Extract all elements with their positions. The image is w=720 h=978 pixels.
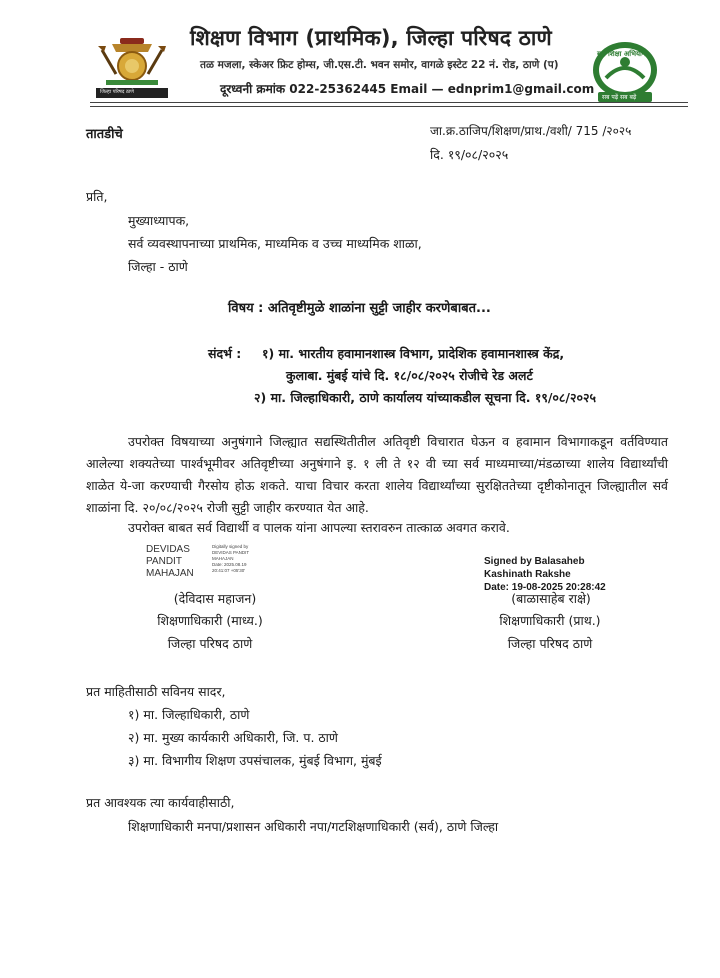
copy-action-heading: प्रत आवश्यक त्या कार्यवाहीसाठी, <box>86 795 235 810</box>
right-digital-signature: Signed by Balasaheb Kashinath Rakshe Date: 19-08-2025 20:28:42 <box>484 556 606 593</box>
copy-info-item-1: १) मा. जिल्हाधिकारी, ठाणे <box>128 707 250 722</box>
logo-text: सर्व शिक्षा अभियान <box>597 50 646 58</box>
reference-number: जा.क्र.ठाजिप/शिक्षण/प्राथ./वशी/ 715 /२०२५ <box>430 124 632 138</box>
left-signatory-designation: शिक्षणाधिकारी (माध्य.) <box>157 613 263 628</box>
reference-item-2: २) मा. जिल्हाधिकारी, ठाणे कार्यालय यांच्याकडील सूचना दि. १९/०८/२०२५ <box>254 390 596 405</box>
left-signatory-office: जिल्हा परिषद ठाणे <box>167 636 253 651</box>
emblem-caption: जिल्हा परिषद ठाणे <box>100 89 134 95</box>
body-paragraph-1-text: उपरोक्त विषयाच्या अनुषंगाने जिल्ह्यात सद्यस्थितीतील अतिवृष्टी विचारात घेऊन व हवामान विभागाकडून वर्तविण्यात आलेल्या शक्यतेच्या पार्श्वभूमीवर अतिवृष्टीच्या अनुषंगाने इ. १ ली ते १२ वी च्या सर्व माध्यमाच्या/मंडळाच्या शालेय विद्यार्थ्यांची शाळेत ये-जा करण्याची गैरसोय होऊ शकते. याचा विचार करता शालेय विद्यार्थ्यांच्या सुरक्षिततेच्या दृष्टीकोनातून जिल्ह्यातील सर्व शाळांना दि. २०/०८/२०२५ रोजी सुट्टी जाहीर करण्यात येत आहे. <box>86 434 668 515</box>
reference-item-1-line-1: १) मा. भारतीय हवामानशास्त्र विभाग, प्रादेशिक हवामानशास्त्र केंद्र, <box>262 346 565 361</box>
copy-info-item-2: २) मा. मुख्य कार्यकारी अधिकारी, जि. प. ठाणे <box>128 730 338 745</box>
left-digital-signature-name: DEVIDAS PANDIT MAHAJAN <box>146 544 194 579</box>
subject-line: विषय : अतिवृष्टीमुळे शाळांना सुट्टी जाहीर करणेबाबत... <box>228 301 491 316</box>
recipient-prefix: प्रति, <box>86 189 108 204</box>
copy-info-heading: प्रत माहितीसाठी सविनय सादर, <box>86 684 226 699</box>
logo-caption: सब पढ़ें सब बढ़ें <box>602 94 637 101</box>
reference-label: संदर्भ : <box>208 346 242 361</box>
right-signatory-designation: शिक्षणाधिकारी (प्राथ.) <box>499 613 601 628</box>
header-rule-2 <box>90 106 688 107</box>
body-paragraph-2: उपरोक्त बाबत सर्व विद्यार्थी व पालक यांना आपल्या स्तरावरुन तात्काळ अवगत करावे. <box>128 520 510 535</box>
right-signatory-office: जिल्हा परिषद ठाणे <box>507 636 593 651</box>
reference-item-1-line-2: कुलाबा. मुंबई यांचे दि. १८/०८/२०२५ रोजीचे रेड अलर्ट <box>286 368 533 383</box>
office-contact: दूरध्वनी क्रमांक 022-25362445 Email — ednprim1@gmail.com <box>220 82 595 96</box>
urgency-label: तातडीचे <box>86 127 123 142</box>
office-title: शिक्षण विभाग (प्राथमिक), जिल्हा परिषद ठाणे <box>190 26 552 50</box>
office-address: तळ मजला, स्केअर फ्रिट होम्स, जी.एस.टी. भवन समोर, वागळे इस्टेट 22 नं. रोड, ठाणे (प) <box>200 59 559 71</box>
left-signatory-name: (देविदास महाजन) <box>173 591 257 606</box>
copy-action-line: शिक्षणाधिकारी मनपा/प्रशासन अधिकारी नपा/गटशिक्षणाधिकारी (सर्व), ठाणे जिल्हा <box>128 819 499 834</box>
letter-date: दि. १९/०८/२०२५ <box>430 147 509 162</box>
left-digital-signature-note: Digitally signed by DEVIDAS PANDIT MAHAJAN Date: 2025.08.19 20:41:07 +05'30' <box>212 544 250 573</box>
recipient-line-2: सर्व व्यवस्थापनाच्या प्राथमिक, माध्यमिक व उच्च माध्यमिक शाळा, <box>128 236 422 251</box>
recipient-line-3: जिल्हा - ठाणे <box>128 259 188 274</box>
recipient-line-1: मुख्याध्यापक, <box>128 213 190 228</box>
right-signatory-name: (बाळासाहेब राक्षे) <box>511 591 591 606</box>
copy-info-item-3: ३) मा. विभागीय शिक्षण उपसंचालक, मुंबई विभाग, मुंबई <box>128 753 382 768</box>
header-rule-1 <box>90 102 688 103</box>
body-paragraph-1 <box>86 431 668 519</box>
